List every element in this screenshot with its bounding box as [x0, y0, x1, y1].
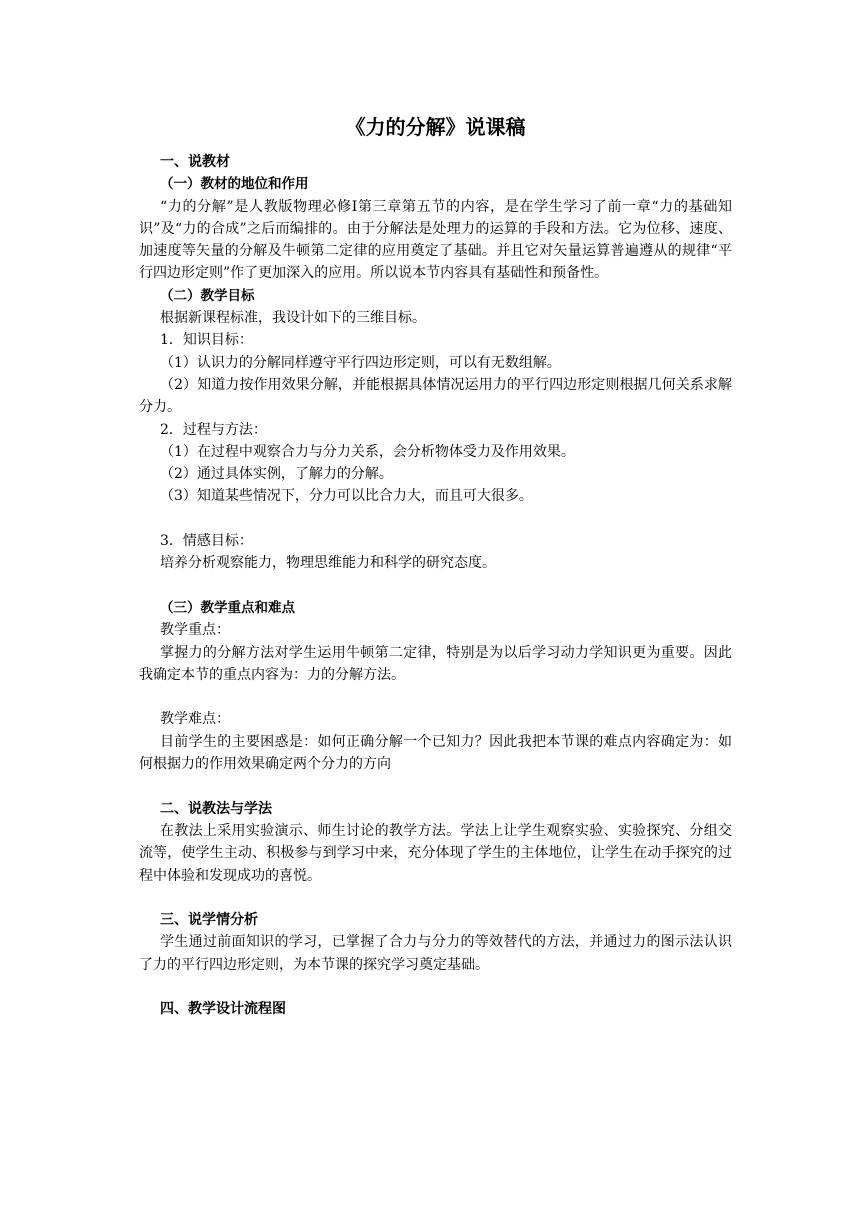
section-heading-flowchart: 四、教学设计流程图: [160, 1001, 286, 1018]
goal-item: （1）认识力的分解同样遵守平行四边形定则，可以有无数组解。: [160, 354, 561, 371]
key-point-text: 掌握力的分解方法对学生运用牛顿第二定律，特别是为以后学习动力学知识更为重要。因此我确定本节的重点内容为：力的分解方法。: [139, 644, 732, 683]
difficult-point-label: 教学难点：: [160, 711, 230, 728]
goal-process-label: 2．过程与方法：: [160, 421, 267, 438]
spacer: [139, 508, 732, 530]
spacer: [139, 976, 732, 998]
subheading-position-role: （一）教材的地位和作用: [160, 176, 309, 193]
subheading-key-difficult: （三）教学重点和难点: [160, 599, 295, 616]
paragraph-methods: 在教法上采用实验演示、师生讨论的教学方法。学法上让学生观察实验、实验探究、分组交流等，使学生主动、积极参与到学习中来，充分体现了学生的主体地位，让学生在动手探究的过程中体验和发现成功的喜悦。: [139, 822, 732, 884]
goal-emotion-text: 培养分析观察能力，物理思维能力和科学的研究态度。: [160, 555, 496, 572]
goal-item: （1）在过程中观察合力与分力关系，会分析物体受力及作用效果。: [160, 443, 575, 460]
spacer: [139, 887, 732, 909]
section-heading-student-analysis: 三、说学情分析: [160, 912, 258, 929]
document-title: 《力的分解》说课稿: [345, 115, 526, 139]
difficult-point-text: 目前学生的主要困惑是：如何正确分解一个已知力？因此我把本节课的难点内容确定为：如何根据力的作用效果确定两个分力的方向: [139, 733, 732, 773]
goal-item: （2）通过具体实例，了解力的分解。: [160, 466, 393, 483]
paragraph-student-analysis: 学生通过前面知识的学习，已掌握了合力与分力的等效替代的方法，并通过力的图示法认识了力的平行四边形定则，为本节课的探究学习奠定基础。: [139, 934, 732, 973]
goal-item: （3）知道某些情况下，分力可以比合力大，而且可大很多。: [160, 488, 533, 505]
spacer: [139, 686, 732, 708]
section-heading-methods: 二、说教法与学法: [160, 800, 272, 817]
spacer: [139, 775, 732, 797]
spacer: [139, 575, 732, 597]
subheading-teaching-goals: （二）教学目标: [160, 287, 255, 304]
goal-item: （2）知道力按作用效果分解，并能根据具体情况运用力的平行四边形定则根据几何关系求解分力。: [139, 376, 732, 416]
key-point-label: 教学重点：: [160, 622, 230, 639]
goal-knowledge-label: 1．知识目标：: [160, 332, 253, 349]
section-heading-textbook: 一、说教材: [160, 154, 230, 170]
paragraph-goals-intro: 根据新课程标准，我设计如下的三维目标。: [160, 310, 426, 327]
paragraph-position-role: “力的分解”是人教版物理必修Ⅰ第三章第五节的内容，是在学生学习了前一章“力的基础知识”及“力的合成”之后而编排的。由于分解法是处理力的运算的手段和方法。它为位移、速度、加速度等矢量的分解及牛顿第二定律的应用奠定了基础。并且它对矢量运算普遍遵从的规律“平行四边形定则”作了更加深入的应用。所以说本节内容具有基础性和预备性。: [139, 198, 732, 282]
goal-emotion-label: 3．情感目标：: [160, 533, 253, 550]
